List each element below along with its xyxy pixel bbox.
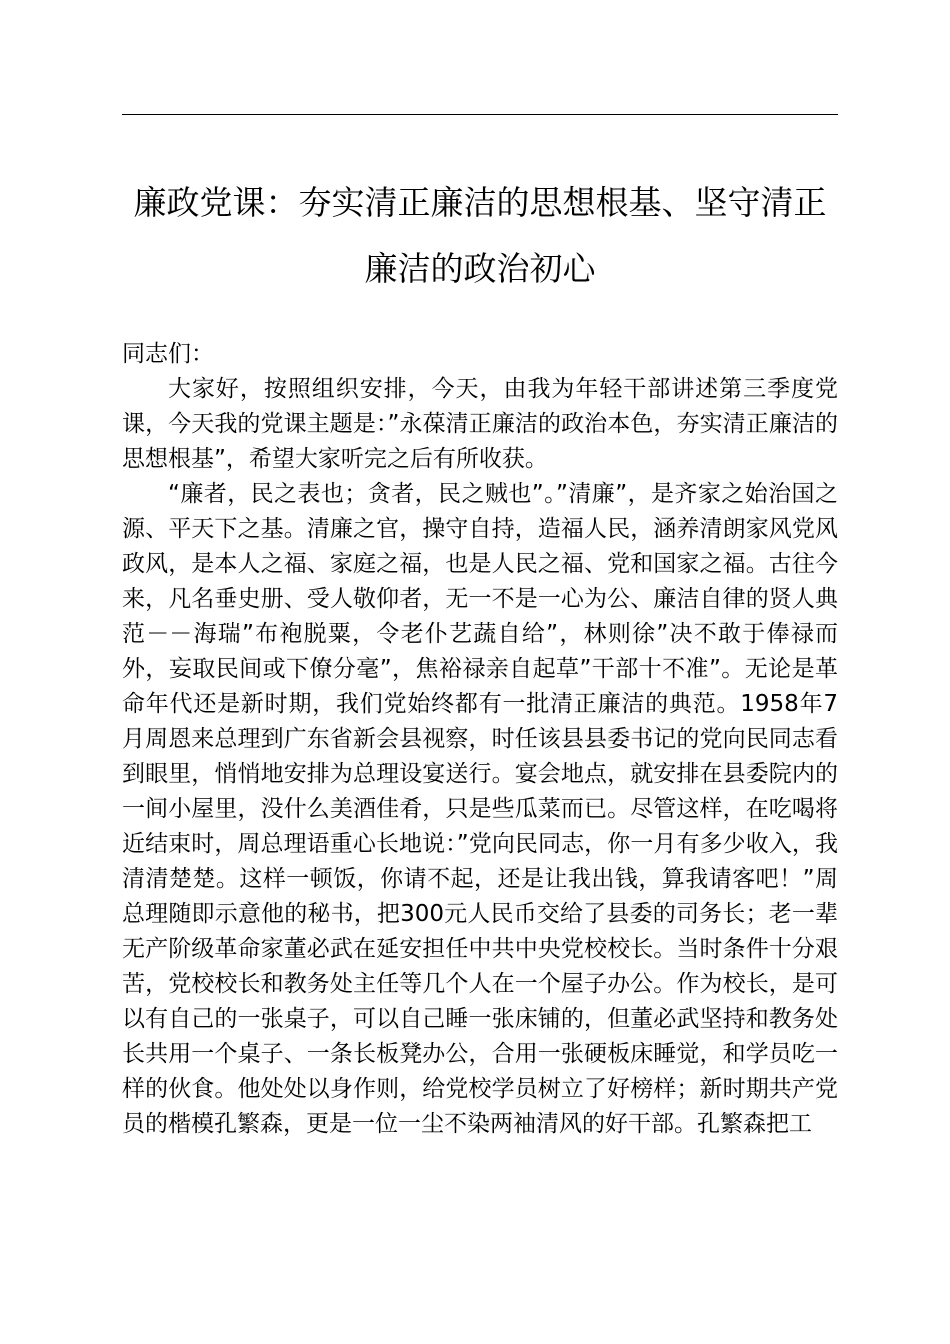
salutation: 同志们： — [122, 341, 214, 367]
header-rule — [122, 114, 838, 115]
body-paragraph: 大家好，按照组织安排，今天，由我为年轻干部讲述第三季度党课，今天我的党课主题是：”永葆清正廉洁的政治本色，夯实清正廉洁的思想根基”，希望大家听完之后有所收获。 — [122, 376, 838, 472]
document-title: 廉政党课：夯实清正廉洁的思想根基、坚守清正廉洁的政治初心 — [133, 183, 827, 288]
document-body — [122, 337, 838, 1142]
body-paragraph: “廉者，民之表也；贪者，民之贼也”。”清廉”，是齐家之始治国之源、平天下之基。清廉之官，操守自持，造福人民，涵养清朗家风党风政风，是本人之福、家庭之福，也是人民之福、党和国家之福。古往今来，凡名垂史册、受人敬仰者，无一不是一心为公、廉洁自律的贤人典范－－海瑞”布袍脱粟，令老仆艺蔬自给”，林则徐”决不敢于俸禄而外，妄取民间或下僚分毫”，焦裕禄亲自起草”干部十不准”。无论是革命年代还是新时期，我们党始终都有一批清正廉洁的典范。1958年7月周恩来总理到广东省新会县视察，时任该县县委书记的党向民同志看到眼里，悄悄地安排为总理设宴送行。宴会地点，就安排在县委院内的一间小屋里，没什么美酒佳肴，只是些瓜菜而已。尽管这样，在吃喝将近结束时，周总理语重心长地说：”党向民同志，你一月有多少收入，我清清楚楚。这样一顿饭，你请不起，还是让我出钱，算我请客吧！”周总理随即示意他的秘书，把300元人民币交给了县委的司务长；老一辈无产阶级革命家董必武在延安担任中共中央党校校长。当时条件十分艰苦，党校校长和教务处主任等几个人在一个屋子办公。作为校长，是可以有自己的一张桌子，可以自己睡一张床铺的，但董必武坚持和教务处长共用一个桌子、一条长板凳办公，合用一张硬板床睡觉，和学员吃一样的伙食。他处处以身作则，给党校学员树立了好榜样；新时期共产党员的楷模孔繁森，更是一位一尘不染两袖清风的好干部。孔繁森把工 — [122, 481, 838, 1137]
